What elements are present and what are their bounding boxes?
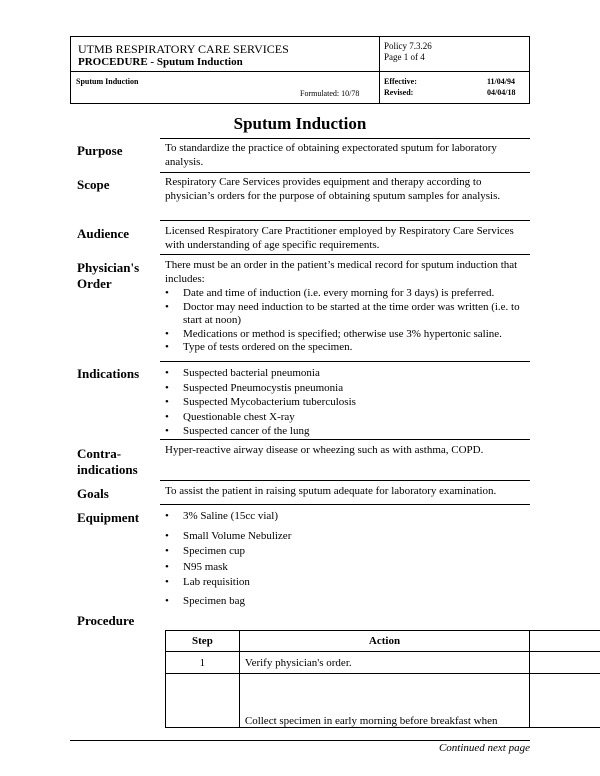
list-item: • Small Volume Nebulizer xyxy=(165,529,530,545)
purpose-text: To standardize the practice of obtaining expectorated sputum for laboratory analysis. xyxy=(165,142,497,168)
section-rule xyxy=(160,361,530,362)
physicians-order-intro: There must be an order in the patient’s medical record for sputum induction that includes: xyxy=(165,259,518,285)
equipment-label: Equipment xyxy=(77,510,140,525)
header-revised-date: 04/04/18 xyxy=(487,88,516,97)
audience-text: Licensed Respiratory Care Practitioner employed by Respiratory Care Services with understanding of age specific requirements. xyxy=(165,225,514,251)
section-rule xyxy=(160,220,530,221)
continued-next-page: Continued next page xyxy=(438,742,530,754)
action-column-header: Action xyxy=(239,631,529,652)
footer-rule xyxy=(70,740,530,741)
equipment-list xyxy=(165,509,530,609)
audience-label: Audience xyxy=(77,226,129,241)
list-item: • Specimen bag xyxy=(165,594,530,610)
table-row xyxy=(166,652,600,674)
scope-label: Scope xyxy=(77,177,110,192)
contraindications-label-1: Contra- xyxy=(77,446,122,461)
list-item: • Questionable chest X-ray xyxy=(165,410,530,425)
procedure-label: Procedure xyxy=(77,613,135,628)
physicians-order-list xyxy=(165,287,530,355)
contraindications-text: Hyper-reactive airway disease or wheezing such as with asthma, COPD. xyxy=(165,444,484,456)
list-item: • Type of tests ordered on the specimen. xyxy=(165,341,530,355)
header-effective-label: Effective: xyxy=(384,77,417,86)
blank-cell xyxy=(530,674,600,728)
list-item: • N95 mask xyxy=(165,560,530,576)
list-item: • 3% Saline (15cc vial) xyxy=(165,509,530,525)
header-formulated: Formulated: 10/78 xyxy=(300,89,360,98)
list-item: • Lab requisition xyxy=(165,575,530,591)
list-item: • Specimen cup xyxy=(165,544,530,560)
header-effective-date: 11/04/94 xyxy=(487,77,516,86)
header-revised-label: Revised: xyxy=(384,88,414,97)
section-rule xyxy=(160,172,530,173)
blank-column-header xyxy=(530,631,600,652)
action-cell: Verify physician's order. xyxy=(239,652,529,674)
header-divider-horizontal xyxy=(71,71,529,72)
list-item: • Date and time of induction (i.e. every morning for 3 days) is preferred. xyxy=(165,287,530,301)
list-item: • Suspected Pneumocystis pneumonia xyxy=(165,381,530,396)
header-divider-vertical xyxy=(379,37,380,103)
header-subject: Sputum Induction xyxy=(76,77,139,86)
header-page: Page 1 of 4 xyxy=(384,52,425,62)
purpose-label: Purpose xyxy=(77,143,123,158)
step-column-header: Step xyxy=(166,631,240,652)
section-rule xyxy=(160,254,530,255)
table-header-row xyxy=(166,631,600,652)
list-item: • Suspected bacterial pneumonia xyxy=(165,366,530,381)
section-rule xyxy=(160,439,530,440)
scope-text: Respiratory Care Services provides equipment and therapy according to physician’s orders for the purpose of obtaining sputum samples for analysis. xyxy=(165,176,501,202)
procedure-table xyxy=(165,630,600,728)
page-title: Sputum Induction xyxy=(233,114,367,133)
section-rule xyxy=(160,138,530,139)
table-row xyxy=(166,674,600,728)
list-item: • Doctor may need induction to be started at the time order was written (i.e. to start at noon) xyxy=(165,301,530,328)
list-item: • Suspected Mycobacterium tuberculosis xyxy=(165,395,530,410)
header-policy: Policy 7.3.26 xyxy=(384,41,432,51)
blank-cell xyxy=(530,652,600,674)
action-cell: Collect specimen in early morning before breakfast when xyxy=(239,674,529,728)
contraindications-label-2: indications xyxy=(77,462,138,477)
section-rule xyxy=(160,504,530,505)
section-rule xyxy=(160,480,530,481)
step-cell xyxy=(166,674,240,728)
header-org: UTMB RESPIRATORY CARE SERVICES xyxy=(78,42,289,56)
indications-list xyxy=(165,366,530,439)
step-cell: 1 xyxy=(166,652,240,674)
physicians-order-label-2: Order xyxy=(77,276,112,291)
list-item: • Suspected cancer of the lung xyxy=(165,424,530,439)
list-item: • Medications or method is specified; otherwise use 3% hypertonic saline. xyxy=(165,328,530,342)
goals-text: To assist the patient in raising sputum adequate for laboratory examination. xyxy=(165,485,497,497)
header-procedure: PROCEDURE - Sputum Induction xyxy=(78,56,243,68)
physicians-order-label-1: Physician's xyxy=(77,260,140,275)
goals-label: Goals xyxy=(77,486,109,501)
indications-label: Indications xyxy=(77,366,140,381)
